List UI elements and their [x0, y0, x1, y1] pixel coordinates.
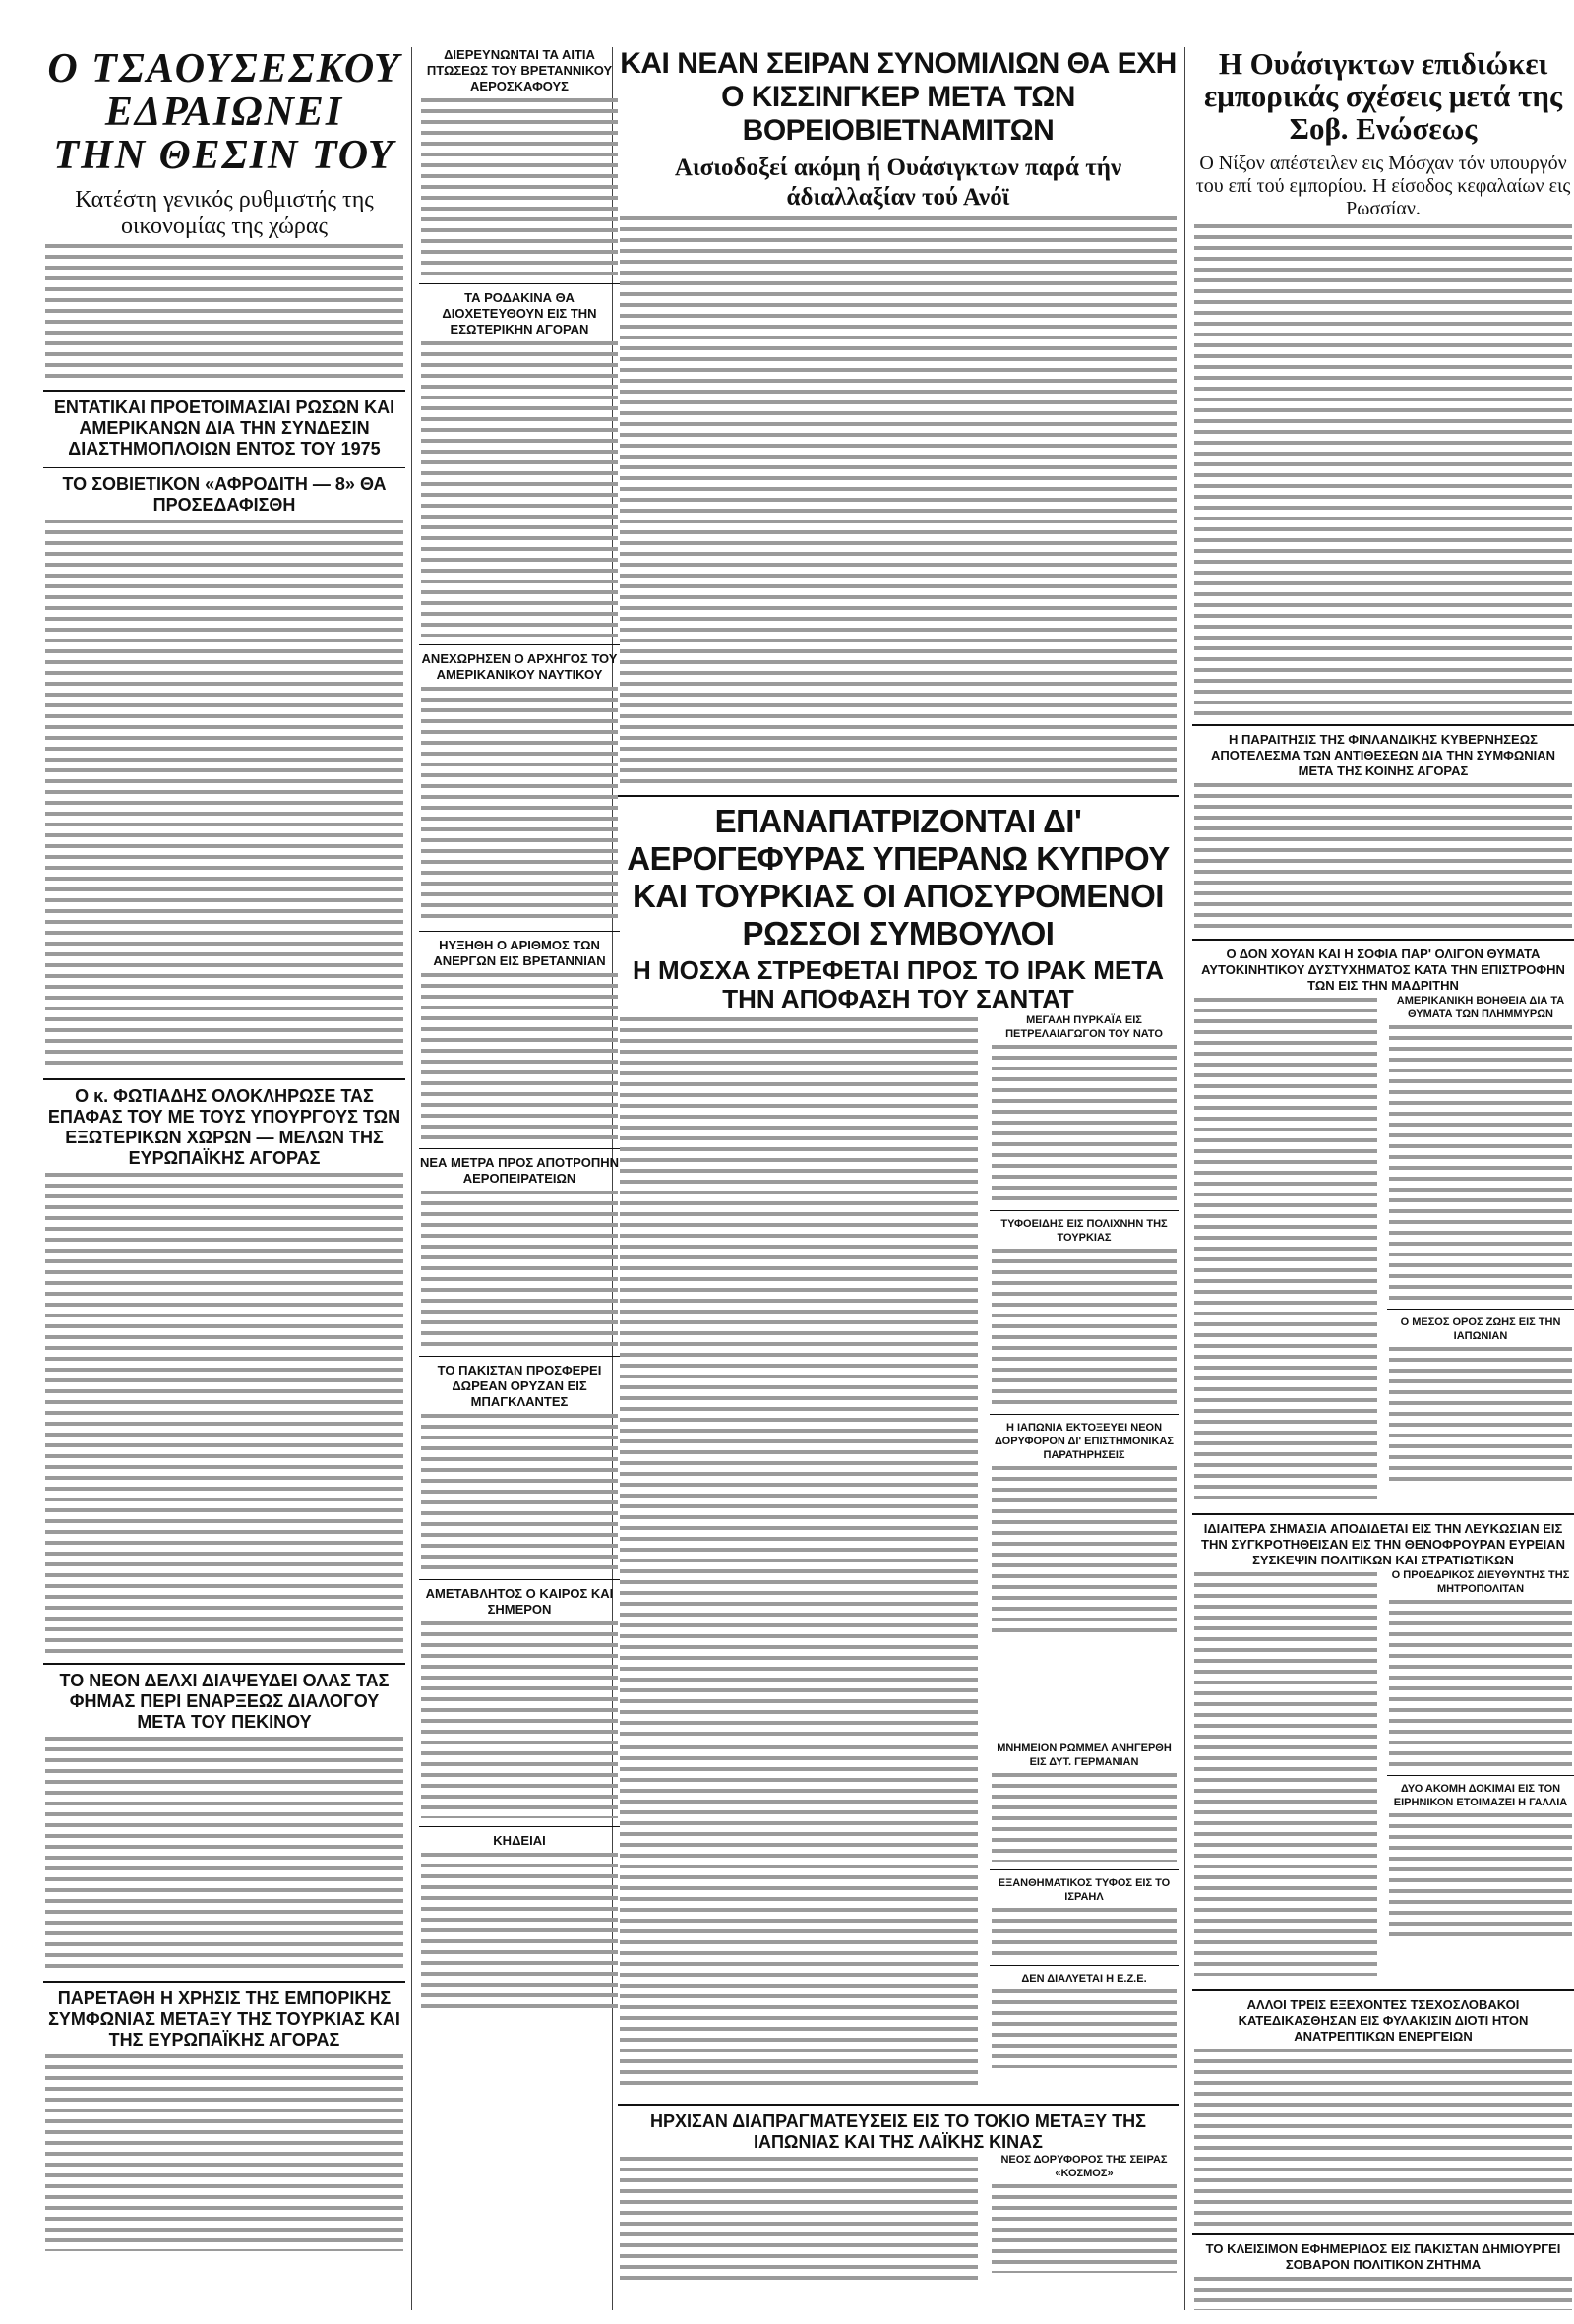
headline-flood-aid: ΑΜΕΡΙΚΑΝΙΚΗ ΒΟΗΘΕΙΑ ΔΙΑ ΤΑ ΘΥΜΑΤΑ ΤΩΝ ΠΛΗΜΜΥΡΩΝ — [1396, 995, 1565, 1020]
subheadline-moscow-iraq: Η ΜΟΣΧΑ ΣΤΡΕΦΕΤΑΙ ΠΡΟΣ ΤΟ ΙΡΑΚ ΜΕΤΑ ΤΗΝ ΑΠΟΦΑΣΗ ΤΟΥ ΣΑΝΤΑΤ — [632, 955, 1165, 1013]
col4-right-2 — [1387, 1568, 1574, 1945]
headline-unemployment: ΗΥΞΗΘΗ Ο ΑΡΙΘΜΟΣ ΤΩΝ ΑΝΕΡΓΩΝ ΕΙΣ ΒΡΕΤΑΝΝΙΑΝ — [433, 938, 606, 968]
headline-metropolitan: Ο ΠΡΟΕΔΡΙΚΟΣ ΔΙΕΥΘΥΝΤΗΣ ΤΗΣ ΜΗΤΡΟΠΟΛΙΤΑΝ — [1391, 1569, 1570, 1595]
headline-japan-satellite: Η ΙΑΠΩΝΙΑ ΕΚΤΟΞΕΥΕΙ ΝΕΟΝ ΔΟΡΥΦΟΡΟΝ ΔΙ' ΕΠΙΣΤΗΜΟΝΙΚΑΣ ΠΑΡΑΤΗΡΗΣΕΙΣ — [995, 1422, 1174, 1461]
tokyo-left — [618, 2153, 980, 2289]
column-3 — [618, 47, 1179, 2310]
article-body — [421, 1414, 618, 1571]
headline-eec: ΔΕΝ ΔΙΑΛΥΕΤΑΙ Η Ε.Ζ.Ε. — [1021, 1973, 1147, 1985]
article-body — [421, 341, 618, 637]
headline-russian-advisers: ΕΠΑΝΑΠΑΤΡΙΖΟΝΤΑΙ ΔΙ' ΑΕΡΟΓΕΦΥΡΑΣ ΥΠΕΡΑΝΩ ΚΥΠΡΟΥ ΚΑΙ ΤΟΥΡΚΙΑΣ ΟΙ ΑΠΟΣΥΡΟΜΕΝΟΙ ΡΩΣΣΟΙ ΣΥΜΒΟΥΛΟΙ — [627, 803, 1170, 951]
headline-nicosia-meeting: ΙΔΙΑΙΤΕΡΑ ΣΗΜΑΣΙΑ ΑΠΟΔΙΔΕΤΑΙ ΕΙΣ ΤΗΝ ΛΕΥΚΩΣΙΑΝ ΕΙΣ ΤΗΝ ΣΥΓΚΡΟΤΗΘΕΙΣΑΝ ΕΙΣ ΤΗΝ ΘΕΝΟΦΡΟΥΡΑΝ ΕΥΡΕΙΑΝ ΣΥΣΚΕΨΙΝ ΠΟΛΙΤΙΚΩΝ ΚΑΙ ΣΤΡΑΤΙΩΤΙΚΩΝ — [1201, 1521, 1565, 1567]
headline-juan-carlos: Ο ΔΟΝ ΧΟΥΑΝ ΚΑΙ Η ΣΟΦΙΑ ΠΑΡ' ΟΛΙΓΟΝ ΘΥΜΑΤΑ ΑΥΤΟΚΙΝΗΤΙΚΟΥ ΔΥΣΤΥΧΗΜΑΤΟΣ ΚΑΤΑ ΤΗΝ ΕΠΙΣΤΡΟΦΗΝ ΤΩΝ ΕΙΣ ΤΗΝ ΜΑΔΡΙΤΗΝ — [1201, 947, 1565, 993]
article-body — [1389, 1347, 1572, 1485]
article-body — [421, 98, 618, 275]
article-body — [620, 216, 1177, 787]
headline-kosmos-satellite: ΝΕΟΣ ΔΟΡΥΦΟΡΟΣ ΤΗΣ ΣΕΙΡΑΣ «ΚΟΣΜΟΣ» — [1000, 2154, 1168, 2179]
headline-peaches: ΤΑ ΡΟΔΑΚΙΝΑ ΘΑ ΔΙΟΧΕΤΕΥΘΟΥΝ ΕΙΣ ΤΗΝ ΕΣΩΤΕΡΙΚΗΝ ΑΓΟΡΑΝ — [442, 290, 597, 336]
column-4 — [1192, 47, 1574, 2310]
subheadline-nixon-moscow: Ο Νίξον απέστειλεν εις Μόσχαν τόν υπουργόν του επί τού εμπορίου. Η είσοδος κεφαλαίων εις Ρωσσίαν. — [1195, 153, 1571, 219]
headline-fotiadis: Ο κ. ΦΩΤΙΑΔΗΣ ΟΛΟΚΛΗΡΩΣΕ ΤΑΣ ΕΠΑΦΑΣ ΤΟΥ ΜΕ ΤΟΥΣ ΥΠΟΥΡΓΟΥΣ ΤΩΝ ΕΞΩΤΕΡΙΚΩΝ ΧΩΡΩΝ — ΜΕΛΩΝ ΤΗΣ ΕΥΡΩΠΑΪΚΗΣ ΑΓΟΡΑΣ — [47, 1086, 401, 1168]
headline-japan-lifespan: Ο ΜΕΣΟΣ ΟΡΟΣ ΖΩΗΣ ΕΙΣ ΤΗΝ ΙΑΠΩΝΙΑΝ — [1400, 1316, 1561, 1342]
headline-france-tests: ΔΥΟ ΑΚΟΜΗ ΔΟΚΙΜΑΙ ΕΙΣ ΤΟΝ ΕΙΡΗΝΙΚΟΝ ΕΤΟΙΜΑΖΕΙ Η ΓΑΛΛΙΑ — [1393, 1783, 1568, 1808]
tokyo-split — [618, 2153, 1179, 2291]
headline-japan-china-tokyo: ΗΡΧΙΣΑΝ ΔΙΑΠΡΑΓΜΑΤΕΥΣΕΙΣ ΕΙΣ ΤΟ ΤΟΚΙΟ ΜΕΤΑΞΥ ΤΗΣ ΙΑΠΩΝΙΑΣ ΚΑΙ ΤΗΣ ΛΑΪΚΗΣ ΚΙΝΑΣ — [650, 2111, 1146, 2152]
col4-right — [1387, 994, 1574, 1489]
col4-left — [1192, 994, 1379, 1503]
article-body — [1389, 1813, 1572, 1941]
article-body — [992, 1466, 1177, 1633]
article-body — [45, 1173, 403, 1655]
headline-new-delhi: ΤΟ ΝΕΟΝ ΔΕΛΧΙ ΔΙΑΨΕΥΔΕΙ ΟΛΑΣ ΤΑΣ ΦΗΜΑΣ ΠΕΡΙ ΕΝΑΡΞΕΩΣ ΔΙΑΛΟΓΟΥ ΜΕΤΑ ΤΟΥ ΠΕΚΙΝΟΥ — [59, 1671, 390, 1732]
headline-czechoslovakia: ΑΛΛΟΙ ΤΡΕΙΣ ΕΞΕΧΟΝΤΕΣ ΤΣΕΧΟΣΛΟΒΑΚΟΙ ΚΑΤΕΔΙΚΑΣΘΗΣΑΝ ΕΙΣ ΦΥΛΑΚΙΣΙΝ ΔΙΟΤΙ ΗΤΟΝ ΑΝΑΤΡΕΠΤΙΚΩΝ ΕΝΕΡΓΕΙΩΝ — [1238, 1997, 1529, 2044]
headline-tsaousesku-3: ΤΗΝ ΘΕΣΙΝ ΤΟΥ — [53, 133, 395, 178]
article-body — [620, 1745, 978, 2090]
headline-hijacking: ΝΕΑ ΜΕΤΡΑ ΠΡΟΣ ΑΠΟΤΡΟΠΗΝ ΑΕΡΟΠΕΙΡΑΤΕΙΩΝ — [419, 1155, 620, 1186]
article-body — [992, 2184, 1177, 2273]
headline-navy-chief: ΑΝΕΧΩΡΗΣΕΝ Ο ΑΡΧΗΓΟΣ ΤΟΥ ΑΜΕΡΙΚΑΝΙΚΟΥ ΝΑΥΤΙΚΟΥ — [421, 651, 618, 682]
article-body — [1194, 2049, 1572, 2226]
headline-washington-trade: Η Ουάσιγκτων επιδιώκει εμπορικάς σχέσεις μετά της Σοβ. Ενώσεως — [1203, 47, 1563, 146]
column-rule — [1184, 47, 1185, 2310]
article-body — [992, 1773, 1177, 1862]
article-body — [45, 2054, 403, 2251]
headline-typhus-israel: ΕΞΑΝΘΗΜΑΤΙΚΟΣ ΤΥΦΟΣ ΕΙΣ ΤΟ ΙΣΡΑΗΛ — [998, 1877, 1171, 1903]
article-body — [1194, 2277, 1572, 2310]
article-body — [421, 687, 618, 923]
bottom-split — [618, 1742, 1179, 2096]
article-body — [1194, 224, 1572, 716]
lower-split — [618, 1013, 1179, 1742]
subheadline-tsaousesku: Κατέστη γενικός ρυθμιστής της οικονομίας της χώρας — [75, 187, 374, 239]
article-body — [421, 973, 618, 1140]
bottom-left — [618, 1742, 980, 2094]
headline-space-docking: ΕΝΤΑΤΙΚΑΙ ΠΡΟΕΤΟΙΜΑΣΙΑΙ ΡΩΣΩΝ ΚΑΙ ΑΜΕΡΙΚΑΝΩΝ ΔΙΑ ΤΗΝ ΣΥΝΔΕΣΙΝ ΔΙΑΣΤΗΜΟΠΛΟΙΩΝ ΕΝΤΟΣ ΤΟΥ 1975 — [53, 398, 395, 459]
article-body — [45, 520, 403, 1070]
article-body — [992, 1908, 1177, 1957]
headline-weather: ΑΜΕΤΑΒΛΗΤΟΣ Ο ΚΑΙΡΟΣ ΚΑΙ ΣΗΜΕΡΟΝ — [425, 1586, 614, 1617]
article-body — [992, 1989, 1177, 2068]
article-body — [1194, 998, 1377, 1499]
article-body — [421, 1621, 618, 1818]
subheadline-kissinger: Αισιοδοξεί ακόμη ή Ουάσιγκτων παρά τήν άδιαλλαξίαν τού Ανόϊ — [674, 154, 1122, 211]
article-body — [421, 1191, 618, 1348]
article-body — [45, 1737, 403, 1973]
headline-finland: Η ΠΑΡΑΙΤΗΣΙΣ ΤΗΣ ΦΙΝΛΑΝΔΙΚΗΣ ΚΥΒΕΡΝΗΣΕΩΣ ΑΠΟΤΕΛΕΣΜΑ ΤΩΝ ΑΝΤΙΘΕΣΕΩΝ ΔΙΑ ΤΗΝ ΣΥΜΦΩΝΙΑΝ ΜΕΤΑ ΤΗΣ ΚΟΙΝΗΣ ΑΓΟΡΑΣ — [1210, 732, 1556, 778]
article-body — [1194, 783, 1572, 931]
col4-left-2 — [1192, 1568, 1379, 1980]
headline-tsaousesku-2: ΕΔΡΑΙΩΝΕΙ — [104, 90, 344, 135]
headline-tsaousesku-1: Ο ΤΣΑΟΥΣΕΣΚΟΥ — [47, 47, 401, 92]
headline-typhoid-turkey: ΤΥΦΟΕΙΔΗΣ ΕΙΣ ΠΟΛΙΧΝΗΝ ΤΗΣ ΤΟΥΡΚΙΑΣ — [1000, 1218, 1168, 1244]
lower-right — [990, 1013, 1179, 1637]
headline-turkey-trade: ΠΑΡΕΤΑΘΗ Η ΧΡΗΣΙΣ ΤΗΣ ΕΜΠΟΡΙΚΗΣ ΣΥΜΦΩΝΙΑΣ ΜΕΤΑΞΥ ΤΗΣ ΤΟΥΡΚΙΑΣ ΚΑΙ ΤΗΣ ΕΥΡΩΠΑΪΚΗΣ ΑΓΟΡΑΣ — [48, 1988, 400, 2049]
article-body — [620, 2157, 978, 2285]
article-body — [45, 244, 403, 382]
headline-kissinger: ΚΑΙ ΝΕΑΝ ΣΕΙΡΑΝ ΣΥΝΟΜΙΛΙΩΝ ΘΑ ΕΧΗ Ο ΚΙΣΣΙΝΓΚΕΡ ΜΕΤΑ ΤΩΝ ΒΟΡΕΙΟΒΙΕΤΝΑΜΙΤΩΝ — [620, 47, 1177, 147]
article-body — [620, 1017, 978, 1736]
article-body — [992, 1249, 1177, 1406]
column-rule — [411, 47, 412, 2310]
headline-pakistan-rice: ΤΟ ΠΑΚΙΣΤΑΝ ΠΡΟΣΦΕΡΕΙ ΔΩΡΕΑΝ ΟΡΥΖΑΝ ΕΙΣ ΜΠΑΓΚΛΑΝΤΕΣ — [437, 1363, 602, 1409]
headline-pakistan-newspaper: ΤΟ ΚΛΕΙΣΙΜΟΝ ΕΦΗΜΕΡΙΔΟΣ ΕΙΣ ΠΑΚΙΣΤΑΝ ΔΗΜΙΟΥΡΓΕΙ ΣΟΒΑΡΟΝ ΠΟΛΙΤΙΚΟΝ ΖΗΤΗΜΑ — [1205, 2241, 1561, 2272]
article-body — [992, 1045, 1177, 1202]
subheadline-aphrodite: ΤΟ ΣΟΒΙΕΤΙΚΟΝ «ΑΦΡΟΔΙΤΗ — 8» ΘΑ ΠΡΟΣΕΔΑΦΙΣΘΗ — [62, 474, 387, 515]
column-1 — [43, 47, 405, 2310]
bottom-right — [990, 1742, 1179, 2072]
col4-split-2 — [1192, 1568, 1574, 1982]
article-body — [421, 1853, 618, 2010]
article-body — [1389, 1025, 1572, 1301]
headline-funerals: ΚΗΔΕΙΑΙ — [493, 1833, 546, 1848]
article-body — [1194, 1572, 1377, 1976]
headline-nato-fire: ΜΕΓΑΛΗ ΠΥΡΚΑΪΑ ΕΙΣ ΠΕΤΡΕΛΑΙΑΓΩΓΟΝ ΤΟΥ ΝΑΤΟ — [1005, 1014, 1163, 1040]
lower-left — [618, 1013, 980, 1740]
article-body — [1389, 1600, 1572, 1767]
headline-rommel-monument: ΜΝΗΜΕΙΟΝ ΡΩΜΜΕΛ ΑΝΗΓΕΡΘΗ ΕΙΣ ΔΥΤ. ΓΕΡΜΑΝΙΑΝ — [997, 1743, 1172, 1768]
headline-british-aircraft: ΔΙΕΡΕΥΝΩΝΤΑΙ ΤΑ ΑΙΤΙΑ ΠΤΩΣΕΩΣ ΤΟΥ ΒΡΕΤΑΝΝΙΚΟΥ ΑΕΡΟΣΚΑΦΟΥΣ — [426, 47, 613, 93]
column-2 — [419, 47, 620, 2310]
tokyo-right — [990, 2153, 1179, 2277]
col4-split — [1192, 994, 1574, 1505]
